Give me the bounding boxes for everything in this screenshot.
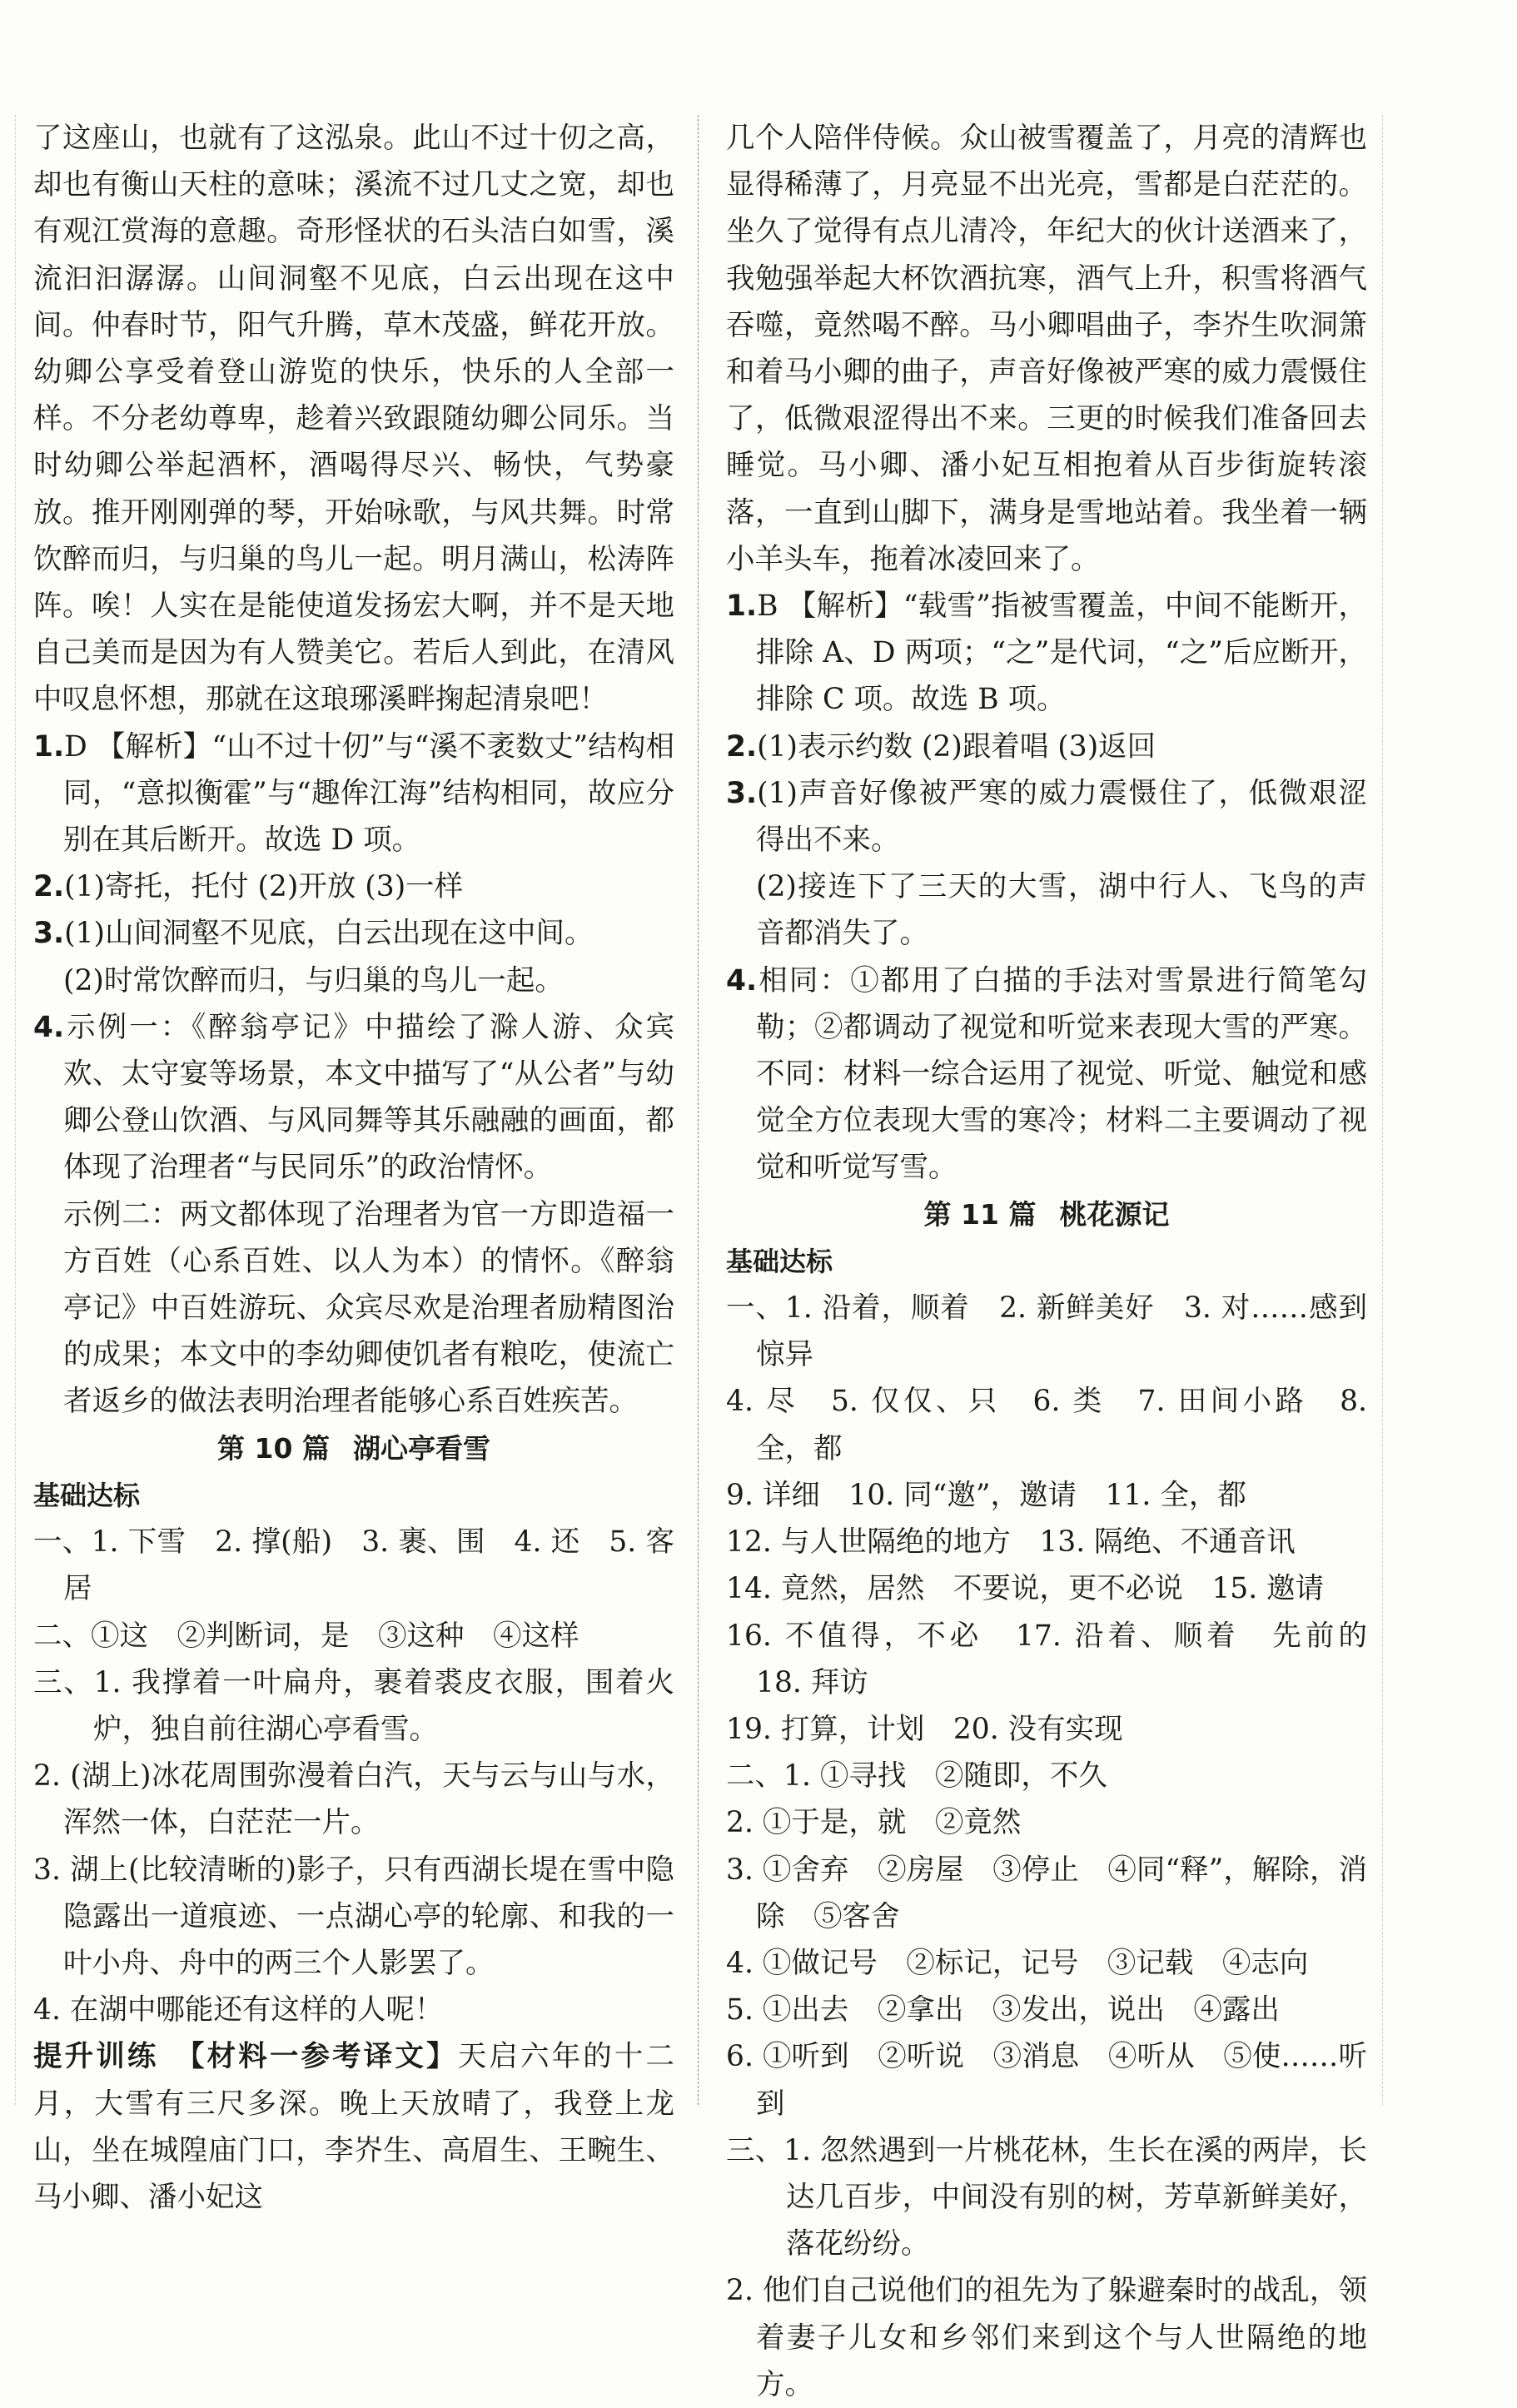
- answer-item: 4. 在湖中哪能还有这样的人呢！: [33, 1993, 444, 2027]
- section-number: 第 11 篇: [923, 1197, 1037, 1231]
- answer-item: 14. 竟然，居然 不要说，更不必说 15. 邀请: [726, 1572, 1325, 1606]
- answer-item: 4. 尽 5. 仅仅、只 6. 类 7. 田间小路 8. 全，都: [726, 1385, 1367, 1465]
- answer-text: 相同：①都用了白描的手法对雪景进行简笔勾勒；②都调动了视觉和听觉来表现大雪的严寒。不同：材料一综合运用了视觉、听觉、触觉和感觉全方位表现大雪的寒冷；材料二主要调动了视觉和听觉写雪。: [756, 963, 1367, 1185]
- answer-text: 示例一：《醉翁亭记》中描绘了滁人游、众宾欢、太守宴等场景，本文中描写了“从公者”与幼卿公登山饮酒、与风同舞等其乐融融的画面，都体现了治理者“与民同乐”的政治情怀。: [63, 1010, 674, 1185]
- answer-item: 4. ①做记号 ②标记，记号 ③记载 ④志向: [726, 1946, 1309, 1980]
- answer-number: 4.: [33, 1010, 65, 1044]
- answer-number: 1.: [33, 729, 65, 764]
- answer-item: [33, 863, 674, 910]
- answer-text: (1)山间洞壑不见底，白云出现在这中间。: [64, 917, 594, 951]
- right-column: [726, 115, 1396, 2408]
- answer-text: (1)声音好像被严寒的威力震慑住了，低微艰涩得出不来。: [756, 776, 1367, 858]
- answer-item: 12. 与人世隔绝的地方 13. 隔绝、不通音讯: [726, 1525, 1296, 1560]
- section-name: 湖心亭看雪: [352, 1431, 490, 1465]
- answer-number: 1.: [726, 590, 758, 624]
- answer-item: 2. (湖上)冰花周围弥漫着白汽，天与云与山与水，浑然一体，白茫茫一片。: [33, 1759, 674, 1840]
- answer-subitem: (2)接连下了三天的大雪，湖中行人、飞鸟的声音都消失了。: [756, 870, 1367, 951]
- answer-item: [726, 724, 1367, 770]
- answer-item: [33, 1004, 674, 1192]
- answer-subitem: (2)时常饮醉而归，与归巢的鸟儿一起。: [63, 963, 564, 998]
- improve-heading: 提升训练: [33, 2040, 159, 2074]
- answer-item: [33, 910, 674, 957]
- answer-item: 3. 湖上(比较清晰的)影子，只有西湖长堤在雪中隐隐露出一道痕迹、一点湖心亭的轮廓、和我的一叶小舟、舟中的两三个人影罢了。: [33, 1853, 674, 1980]
- answer-item: 19. 打算，计划 20. 没有实现: [726, 1712, 1123, 1746]
- material-tag: 【材料一参考译文】: [190, 2040, 458, 2074]
- section-name: 桃花源记: [1059, 1197, 1170, 1231]
- answer-item: 2. 他们自己说他们的祖先为了躲避秦时的战乱，领着妻子儿女和乡邻们来到这个与人世隔绝的地方。: [726, 2274, 1367, 2401]
- section-number: 第 10 篇: [217, 1431, 330, 1465]
- answer-item: 三、1. 忽然遇到一片桃花林，生长在溪的两岸，长达几百步，中间没有别的树，芳草新鲜美好，落花纷纷。: [726, 2133, 1367, 2261]
- answer-text: (1)寄托，托付 (2)开放 (3)一样: [64, 870, 464, 904]
- answer-number: 2.: [726, 729, 758, 764]
- answer-number: 3.: [33, 917, 65, 951]
- answer-item: 2. ①于是，就 ②竟然: [726, 1806, 1022, 1840]
- answer-number: 2.: [33, 870, 65, 904]
- section-title-11: [726, 1192, 1367, 1238]
- section-title-10: [33, 1425, 674, 1472]
- answer-subitem: 示例二：两文都体现了治理者为官一方即造福一方百姓（心系百姓、以人为本）的情怀。《醉翁亭记》中百姓游玩、众宾尽欢是治理者励精图治的成果；本文中的李幼卿使饥者有粮吃，使流亡者返乡的做法表明治理者能够心系百姓疾苦。: [63, 1197, 674, 1419]
- answer-item: 一、1. 下雪 2. 撑(船) 3. 裹、围 4. 还 5. 客居: [33, 1525, 674, 1606]
- answer-number: 3.: [726, 776, 758, 810]
- answer-text: (1)表示约数 (2)跟着唱 (3)返回: [757, 729, 1156, 764]
- answer-item: 5. ①出去 ②拿出 ③发出，说出 ④露出: [726, 1993, 1280, 2027]
- left-column: [33, 115, 674, 2221]
- answer-item: 三、1. 我撑着一叶扁舟，裹着裘皮衣服，围着火炉，独自前往湖心亭看雪。: [33, 1665, 674, 1746]
- answer-item: 二、①这 ②判断词，是 ③这种 ④这样: [33, 1619, 579, 1653]
- answer-number: 4.: [726, 963, 758, 998]
- answer-item: 二、1. ①寻找 ②随即，不久: [726, 1759, 1107, 1794]
- column-divider: [698, 115, 699, 2105]
- answer-item: 6. ①听到 ②听说 ③消息 ④听从 ⑤使……听到: [726, 2040, 1367, 2121]
- answer-item: 3. ①舍弃 ②房屋 ③停止 ④同“释”，解除，消除 ⑤客舍: [726, 1853, 1367, 1933]
- basic-heading: 基础达标: [33, 1479, 141, 1511]
- answer-item: [726, 770, 1367, 863]
- answer-item: 16. 不值得，不必 17. 沿着、顺着 先前的 18. 拜访: [726, 1619, 1396, 1699]
- answer-text: D 【解析】“山不过十仞”与“溪不袤数丈”结构相同，“意拟衡霍”与“趣侔江海”结构相同，故应分别在其后断开。故选 D 项。: [63, 729, 674, 858]
- answer-item: 9. 详细 10. 同“邀”，邀请 11. 全，都: [726, 1478, 1246, 1512]
- answer-item: [726, 583, 1367, 724]
- answer-item: [726, 958, 1367, 1192]
- answer-text: B 【解析】“载雪”指被雪覆盖，中间不能断开，排除 A、D 两项；“之”是代词，“之”后应断开，排除 C 项。故选 B 项。: [756, 590, 1367, 717]
- answer-item: 一、1. 沿着，顺着 2. 新鲜美好 3. 对……感到惊异: [726, 1291, 1367, 1372]
- answer-item: [33, 724, 674, 864]
- right-margin-line: [1382, 115, 1383, 2105]
- improve-text: 天启六年的十二月，大雪有三尺多深。晚上天放晴了，我登上龙山，坐在城隍庙门口，李岕生、高眉生、王畹生、马小卿、潘小妃这: [33, 2040, 675, 2214]
- basic-heading: 基础达标: [726, 1245, 833, 1277]
- left-margin-line: [15, 115, 16, 2105]
- translation-paragraph: 几个人陪伴侍候。众山被雪覆盖了，月亮的清辉也显得稀薄了，月亮显不出光亮，雪都是白茫茫的。坐久了觉得有点儿清冷，年纪大的伙计送酒来了，我勉强举起大杯饮酒抗寒，酒气上升，积雪将酒气吞噬，竟然喝不醉。马小卿唱曲子，李岕生吹洞箫和着马小卿的曲子，声音好像被严寒的威力震慑住了，低微艰涩得出不来。三更的时候我们准备回去睡觉。马小卿、潘小妃互相抱着从百步街旋转滚落，一直到山脚下，满身是雪地站着。我坐着一辆小羊头车，拖着冰凌回来了。: [726, 122, 1367, 576]
- improve-paragraph: [33, 2033, 674, 2221]
- translation-paragraph: 了这座山，也就有了这泓泉。此山不过十仞之高，却也有衡山天柱的意味；溪流不过几丈之宽，却也有观江赏海的意趣。奇形怪状的石头洁白如雪，溪流汩汩潺潺。山间洞壑不见底，白云出现在这中间。仲春时节，阳气升腾，草木茂盛，鲜花开放。幼卿公享受着登山游览的快乐，快乐的人全部一样。不分老幼尊卑，趁着兴致跟随幼卿公同乐。当时幼卿公举起酒杯，酒喝得尽兴、畅快，气势豪放。推开刚刚弹的琴，开始咏歌，与风共舞。时常饮醉而归，与归巢的鸟儿一起。明月满山，松涛阵阵。唉！人实在是能使道发扬宏大啊，并不是天地自己美而是因为有人赞美它。若后人到此，在清风中叹息怀想，那就在这琅琊溪畔掬起清泉吧！: [33, 122, 674, 717]
